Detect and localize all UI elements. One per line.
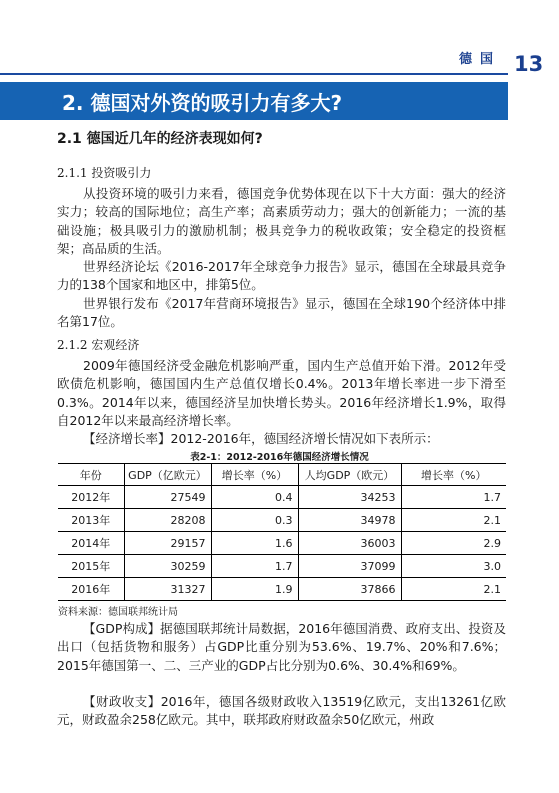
running-header-country: 德国 <box>459 52 502 67</box>
column-header: GDP（亿欧元） <box>124 464 211 486</box>
paragraph: 2009年德国经济受金融危机影响严重，国内生产总值开始下滑。2012年受欧债危机影响，德国国内生产总值仅增长0.4%。2013年增长率进一步下滑至0.3%。2014年以来，德国经济呈加快增长势头。2016年经济增长1.9%，取得自2012年以来最高经济增长率。 <box>57 358 506 429</box>
table-source-note: 资料来源：德国联邦统计局 <box>58 607 178 618</box>
page-number: 13 <box>514 52 544 76</box>
per-capita-growth-cell: 2.1 <box>401 509 506 532</box>
chapter-title: 2. 德国对外资的吸引力有多大? <box>62 91 343 115</box>
gdp-cell: 31327 <box>124 578 211 601</box>
gdp-cell: 27549 <box>124 486 211 509</box>
paragraph: 【财政收支】2016年，德国各级财政收入13519亿欧元，支出13261亿欧元，财政盈余258亿欧元。其中，联邦政府财政盈余50亿欧元，州政 <box>57 694 506 728</box>
per-capita-gdp-cell: 37866 <box>298 578 401 601</box>
table-row <box>58 555 506 578</box>
year-cell: 2014年 <box>58 532 124 555</box>
economic-growth-table <box>58 463 506 601</box>
per-capita-growth-cell: 2.1 <box>401 578 506 601</box>
column-header: 增长率（%） <box>401 464 506 486</box>
column-header: 人均GDP（欧元） <box>298 464 401 486</box>
section-heading: 2.1 德国近几年的经济表现如何? <box>57 131 263 147</box>
per-capita-gdp-cell: 36003 <box>298 532 401 555</box>
year-cell: 2012年 <box>58 486 124 509</box>
table-row <box>58 532 506 555</box>
per-capita-gdp-cell: 34978 <box>298 509 401 532</box>
year-cell: 2015年 <box>58 555 124 578</box>
table-row <box>58 578 506 601</box>
column-header: 增长率（%） <box>211 464 298 486</box>
growth-cell: 1.9 <box>211 578 298 601</box>
year-cell: 2016年 <box>58 578 124 601</box>
table-header-row <box>58 464 506 486</box>
gdp-cell: 30259 <box>124 555 211 578</box>
table-row <box>58 486 506 509</box>
gdp-cell: 28208 <box>124 509 211 532</box>
chapter-title-band <box>0 82 508 120</box>
per-capita-growth-cell: 3.0 <box>401 555 506 578</box>
paragraph: 世界经济论坛《2016-2017年全球竞争力报告》显示，德国在全球最具竞争力的138个国家和地区中，排第5位。 <box>57 259 506 293</box>
per-capita-gdp-cell: 37099 <box>298 555 401 578</box>
year-cell: 2013年 <box>58 509 124 532</box>
paragraph: 从投资环境的吸引力来看，德国竞争优势体现在以下十大方面：强大的经济实力；较高的国际地位；高生产率；高素质劳动力；强大的创新能力；一流的基础设施；极具吸引力的激励机制；极具竞争力的税收政策；安全稳定的投资框架；高品质的生活。 <box>57 186 506 257</box>
paragraph: 世界银行发布《2017年营商环境报告》显示，德国在全球190个经济体中排名第17位。 <box>57 296 506 330</box>
per-capita-growth-cell: 2.9 <box>401 532 506 555</box>
table-caption: 表2-1：2012-2016年德国经济增长情况 <box>190 452 369 463</box>
gdp-cell: 29157 <box>124 532 211 555</box>
paragraph: 【GDP构成】据德国联邦统计局数据，2016年德国消费、政府支出、投资及出口（包括货物和服务）占GDP比重分别为53.6%、19.7%、20%和7.6%；2015年德国第一、二、三产业的GDP占比分别为0.6%、30.4%和69%。 <box>57 621 506 673</box>
table-row <box>58 509 506 532</box>
growth-cell: 0.3 <box>211 509 298 532</box>
column-header: 年份 <box>58 464 124 486</box>
subsection-heading-investment: 2.1.1 投资吸引力 <box>57 166 152 180</box>
paragraph: 【经济增长率】2012-2016年，德国经济增长情况如下表所示： <box>83 431 439 446</box>
growth-cell: 1.7 <box>211 555 298 578</box>
per-capita-growth-cell: 1.7 <box>401 486 506 509</box>
header-rule <box>0 73 508 75</box>
subsection-heading-macro: 2.1.2 宏观经济 <box>57 338 140 352</box>
growth-cell: 0.4 <box>211 486 298 509</box>
per-capita-gdp-cell: 34253 <box>298 486 401 509</box>
growth-cell: 1.6 <box>211 532 298 555</box>
